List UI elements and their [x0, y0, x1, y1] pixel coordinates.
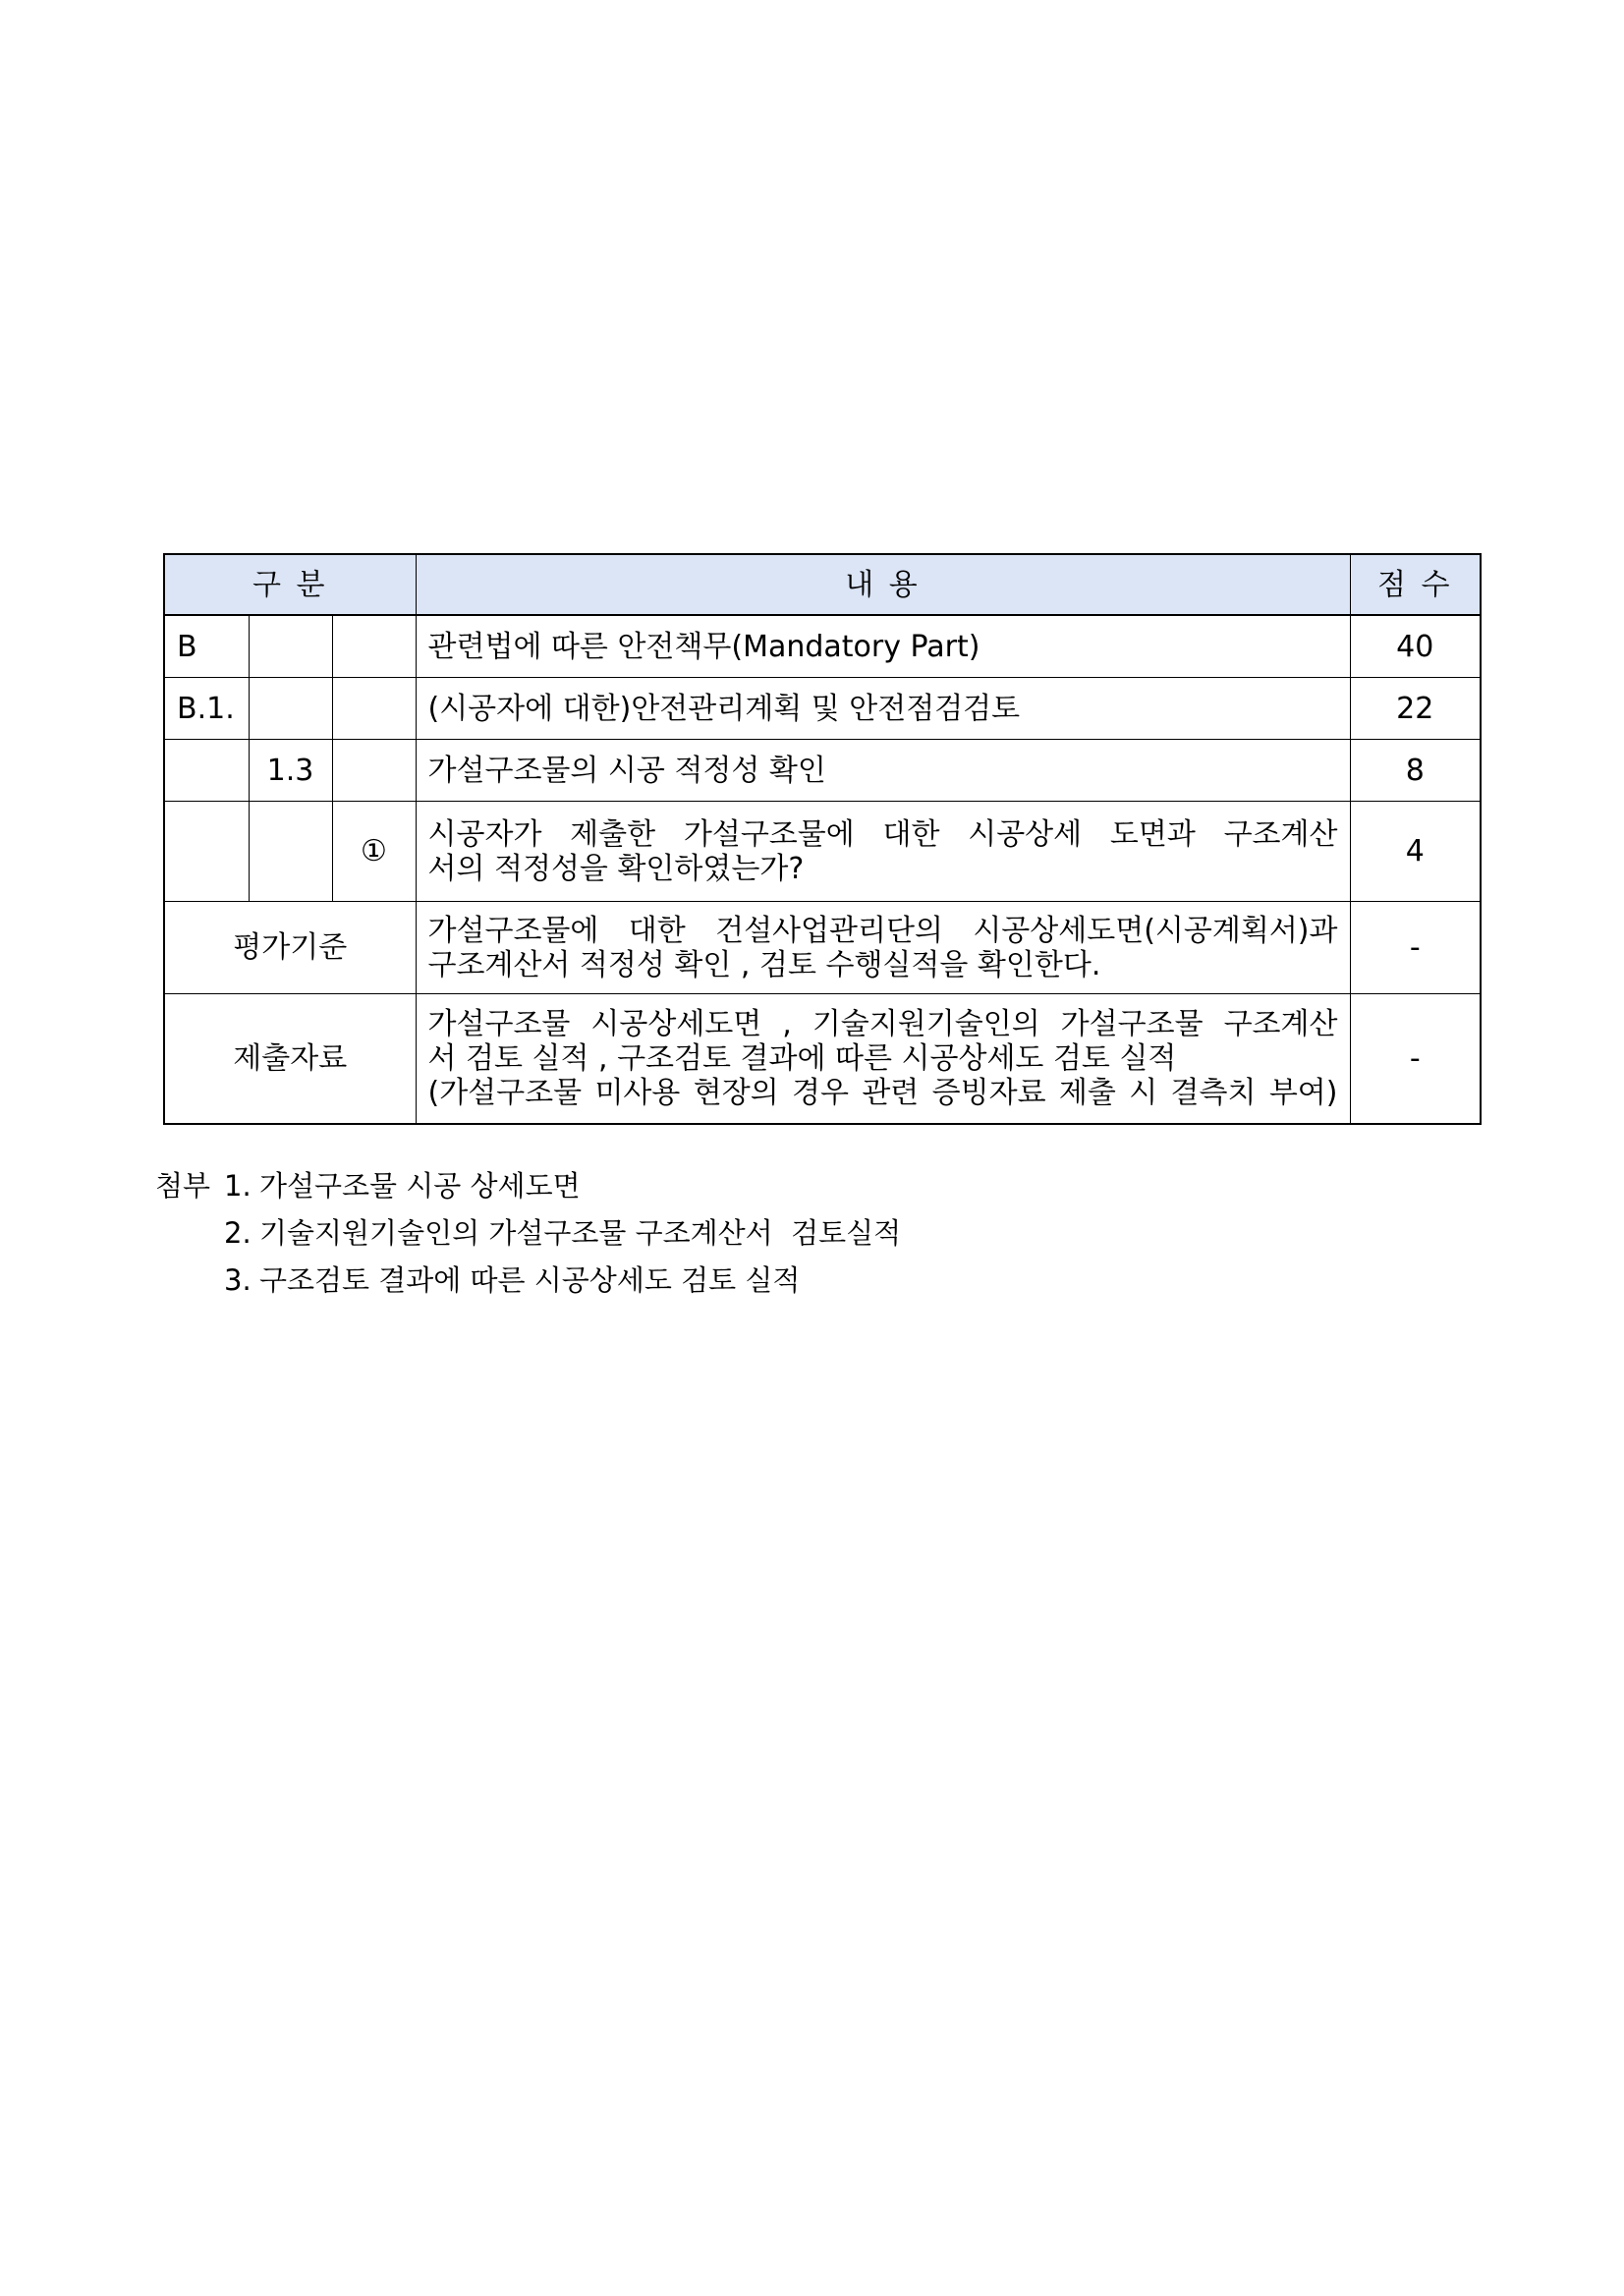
item-number: 1.: [224, 1169, 252, 1203]
submission-row: [164, 994, 1481, 1125]
level2-cell: [249, 615, 332, 678]
submission-score: -: [1350, 994, 1481, 1125]
item-text: 가설구조물 시공 상세도면: [259, 1169, 581, 1203]
submission-line: 가설구조물 시공상세도면 , 기술지원기술인의 가설구조물 구조계산: [427, 1007, 1338, 1041]
level3-cell: [332, 615, 416, 678]
level3-cell: [332, 740, 416, 802]
level3-cell: ①: [332, 802, 416, 902]
criteria-line: 구조계산서 적정성 확인 , 검토 수행실적을 확인한다.: [427, 947, 1101, 982]
criteria-score: -: [1350, 902, 1481, 994]
criteria-line: 가설구조물에 대한 건설사업관리단의 시공상세도면(시공계획서)과: [427, 913, 1338, 948]
submission-line: (가설구조물 미사용 현장의 경우 관련 증빙자료 제출 시 결측치 부여): [427, 1076, 1338, 1110]
header-category: 구 분: [164, 554, 416, 615]
criteria-content: [416, 902, 1350, 994]
submission-content: [416, 994, 1350, 1125]
item-number: 2.: [224, 1216, 252, 1250]
table-row: [164, 740, 1481, 802]
content-line: 서의 적정성을 확인하였는가?: [427, 851, 805, 886]
attachments-label: 첨부: [155, 1169, 211, 1203]
header-content: 내 용: [416, 554, 1350, 615]
score-cell: 8: [1350, 740, 1481, 802]
score-cell: 40: [1350, 615, 1481, 678]
criteria-row: [164, 902, 1481, 994]
score-cell: 22: [1350, 678, 1481, 740]
submission-line: 서 검토 실적 , 구조검토 결과에 따른 시공상세도 검토 실적: [427, 1041, 1177, 1076]
level1-cell: [164, 802, 249, 902]
table-row: [164, 802, 1481, 902]
content-cell: (시공자에 대한)안전관리계획 및 안전점검검토: [416, 678, 1350, 740]
content-cell: 관련법에 따른 안전책무(Mandatory Part): [416, 615, 1350, 678]
table-row: [164, 678, 1481, 740]
list-item: [155, 1209, 901, 1257]
content-cell: 가설구조물의 시공 적정성 확인: [416, 740, 1350, 802]
level1-cell: B: [164, 615, 249, 678]
score-cell: 4: [1350, 802, 1481, 902]
level2-cell: [249, 678, 332, 740]
level2-cell: [249, 802, 332, 902]
level1-cell: B.1.: [164, 678, 249, 740]
submission-label: 제출자료: [164, 994, 416, 1125]
item-text: 구조검토 결과에 따른 시공상세도 검토 실적: [259, 1263, 801, 1297]
table-header-row: [164, 554, 1481, 615]
header-score: 점 수: [1350, 554, 1481, 615]
evaluation-table: [163, 553, 1482, 1125]
level1-cell: [164, 740, 249, 802]
list-item: [155, 1162, 901, 1209]
item-text: 기술지원기술인의 가설구조물 구조계산서 검토실적: [259, 1216, 902, 1250]
content-line: 시공자가 제출한 가설구조물에 대한 시공상세 도면과 구조계산: [427, 816, 1338, 852]
criteria-label: 평가기준: [164, 902, 416, 994]
item-number: 3.: [224, 1263, 252, 1297]
list-item: [155, 1257, 901, 1304]
level3-cell: [332, 678, 416, 740]
content-cell: [416, 802, 1350, 902]
attachments-list: [155, 1162, 901, 1304]
level2-cell: 1.3: [249, 740, 332, 802]
table-row: [164, 615, 1481, 678]
